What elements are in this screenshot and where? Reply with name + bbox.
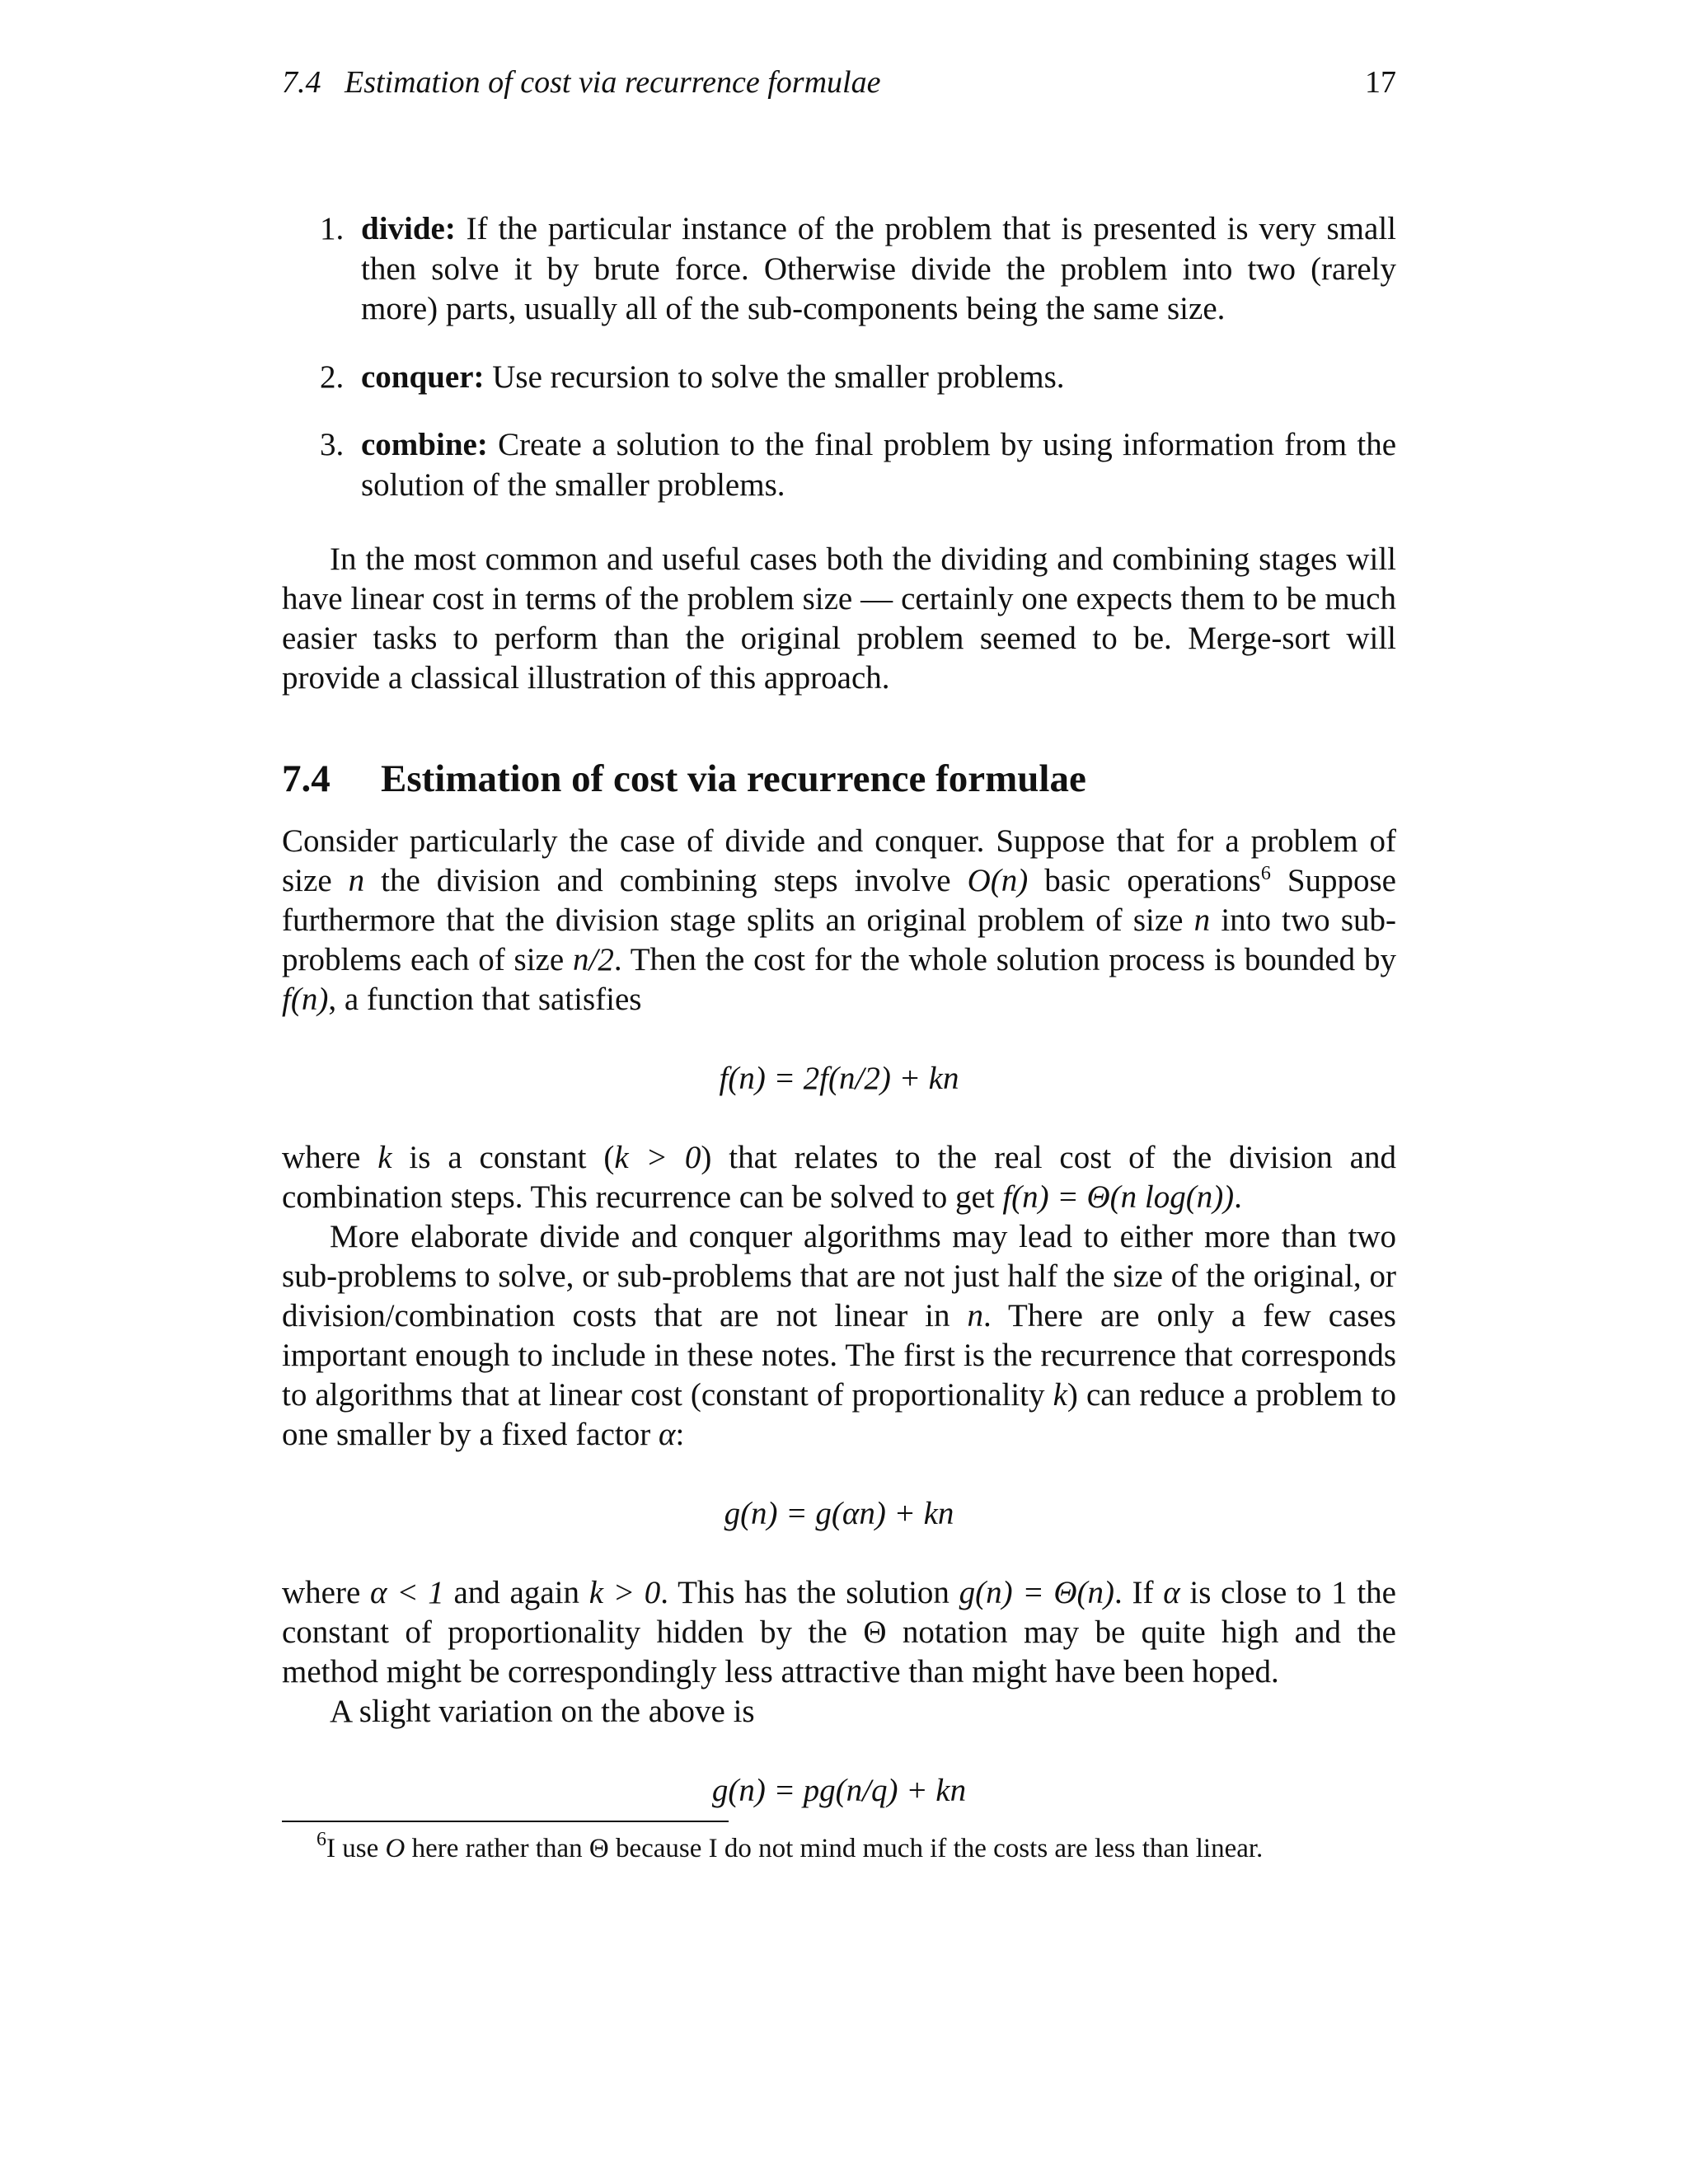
math-alpha: α [1163,1575,1180,1610]
list-item-number: 2. [320,359,345,395]
text-run: is a constant ( [392,1140,615,1175]
page-body [282,58,1396,1865]
paragraph-divide-conquer-cost [282,822,1396,1019]
paragraph-elaborate-algorithms [282,1217,1396,1455]
text-run: Consider particularly the case of divide and conquer. Suppose that for a problem of size [282,823,1396,898]
list-item-term: divide: [361,211,456,246]
math-k: k [377,1140,392,1175]
text-run: More elaborate divide and conquer algorithms may lead to either more than two sub-problems to solve, or sub-problems that are not just half the size of the original, or division/combination costs that are not linear in [282,1219,1396,1333]
list-item-number: 3. [320,427,345,462]
math-n-half: n/2 [573,942,614,977]
text-run: . [1234,1179,1242,1215]
math-f-of-n: f(n) [282,982,329,1017]
math-alpha: α [658,1417,676,1452]
math-solution: f(n) = Θ(n log(n)) [1002,1179,1235,1215]
text-run: Suppose furthermore that the division stage splits an original problem of size [282,863,1396,938]
list-item-text: Create a solution to the final problem by using information from the solution of the smaller problems. [361,427,1396,503]
math-k-positive: k > 0 [588,1575,661,1610]
footnote [282,1829,1396,1865]
list-item [282,358,1396,398]
list-item-text: If the particular instance of the problem that is presented is very small then solve it by brute force. Otherwise divide the problem into two (rarely more) parts, usually all of the sub-components being the same size. [361,211,1397,326]
math-k: k [1053,1377,1067,1413]
paragraph-k-constant [282,1138,1396,1217]
text-run: the division and combining steps involve [364,863,968,898]
math-big-o: O(n) [967,863,1029,898]
equation-g-pq-recurrence: g(n) = pg(n/q) + kn [711,1773,967,1808]
list-item-term: combine: [361,427,488,462]
text-run: . There are only a few cases important enough to include in these notes. The first is the recurrence that corresponds to algorithms that at linear cost (constant of proportionality [282,1298,1396,1413]
list-item-term: conquer: [361,359,485,395]
text-run: and again [443,1575,589,1610]
text-run: . This has the solution [660,1575,959,1610]
page-number: 17 [1365,65,1396,100]
list-item-number: 1. [320,211,345,246]
text-run: : [675,1417,685,1452]
text-run: here rather than Θ because I do not mind much if the costs are less than linear. [405,1834,1264,1863]
text-run: where [282,1575,370,1610]
text-run: into two sub-problems each of size [282,902,1396,977]
text-run: I use [326,1834,386,1863]
footnote-divider [282,1821,729,1822]
text-run: is close to 1 the constant of proportionality hidden by the Θ notation may be quite high and the method might be correspondingly less attractive than might have been hoped. [282,1575,1396,1690]
section-number: 7.4 [282,757,331,800]
paragraph-alpha-solution [282,1573,1396,1692]
section-title: Estimation of cost via recurrence formulae [381,757,1086,800]
running-header-title: 7.4 Estimation of cost via recurrence formulae [282,65,881,100]
text-run: ) can reduce a problem to one smaller by a fixed factor [282,1377,1396,1452]
math-solution: g(n) = Θ(n) [959,1575,1115,1610]
paragraph-variation: A slight variation on the above is [330,1694,755,1729]
equation-g-alpha-recurrence: g(n) = g(αn) + kn [724,1496,954,1531]
footnote-mark: 6 [316,1829,326,1850]
list-item-text: Use recursion to solve the smaller problems. [492,359,1065,395]
text-run: . Then the cost for the whole solution process is bounded by [613,942,1397,977]
footnote-ref[interactable]: 6 [1260,863,1271,884]
text-run: . If [1114,1575,1164,1610]
text-run: where [282,1140,378,1175]
math-big-o: O [385,1834,406,1863]
text-run: ) that relates to the real cost of the division and combination steps. This recurrence can be solved to get [282,1140,1396,1215]
math-n: n [1193,902,1211,938]
math-n: n [967,1298,984,1333]
divide-conquer-steps [282,209,1396,505]
list-item [282,425,1396,505]
intro-paragraph: In the most common and useful cases both the dividing and combining stages will have linear cost in terms of the problem size — certainly one expects them to be much easier tasks to perform than the original problem seemed to be. Merge-sort will provide a classical illustration of this approach. [282,541,1396,696]
running-header [282,58,1396,107]
math-n: n [348,863,365,898]
text-run: basic operations [1028,863,1261,898]
list-item [282,209,1396,330]
section-heading [282,754,1396,804]
math-k-positive: k > 0 [614,1140,701,1175]
equation-f-recurrence: f(n) = 2f(n/2) + kn [719,1061,959,1096]
text-run: , a function that satisfies [328,982,642,1017]
math-alpha-less-one: α < 1 [370,1575,444,1610]
